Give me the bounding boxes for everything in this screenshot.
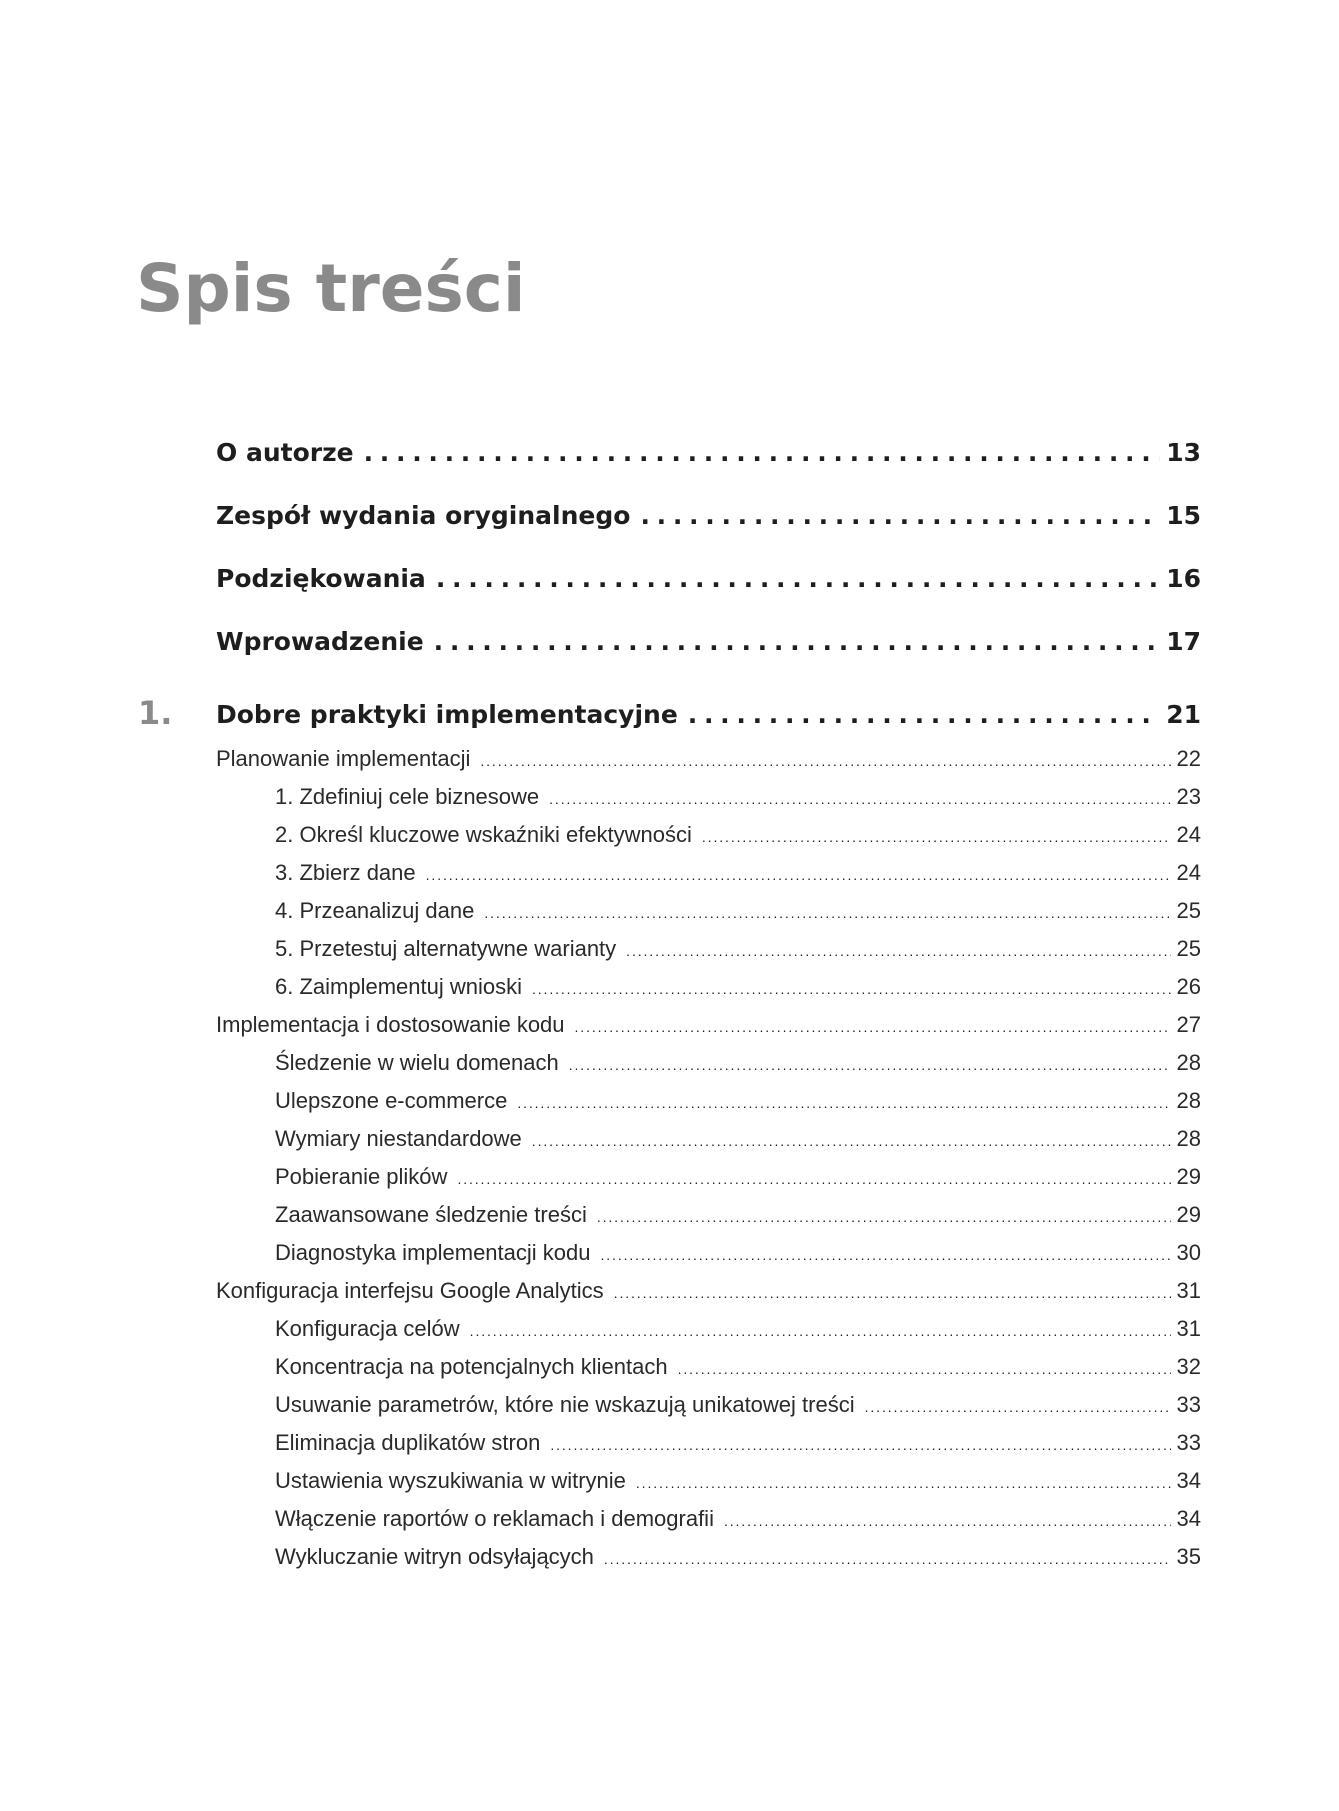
toc-entry-subsection[interactable] bbox=[275, 1392, 1201, 1418]
dot-leader bbox=[614, 1285, 1171, 1301]
dot-leader bbox=[484, 905, 1170, 921]
toc-entry-label: Zaawansowane śledzenie treści bbox=[275, 1202, 587, 1227]
toc-entry-subsection[interactable] bbox=[275, 1126, 1201, 1152]
dot-leader bbox=[702, 829, 1171, 845]
dot-leader bbox=[575, 1019, 1171, 1035]
toc-entry-page: 22 bbox=[1176, 746, 1201, 771]
dot-leader bbox=[532, 1133, 1171, 1149]
toc-entry-page: 28 bbox=[1176, 1050, 1201, 1075]
toc-entry-front-matter[interactable] bbox=[216, 627, 1201, 656]
dot-leader bbox=[601, 1247, 1171, 1263]
toc-entry-page: 27 bbox=[1176, 1012, 1201, 1037]
toc-entry-label: 1. Zdefiniuj cele biznesowe bbox=[275, 784, 540, 809]
toc-entry-page: 24 bbox=[1176, 822, 1201, 847]
toc-entry-label: Konfiguracja interfejsu Google Analytics bbox=[216, 1278, 604, 1303]
toc-entry-subsection[interactable] bbox=[275, 1430, 1201, 1456]
toc-entry-section[interactable] bbox=[216, 1012, 1201, 1038]
toc-entry-page: 32 bbox=[1176, 1354, 1201, 1379]
toc-entry-page: 17 bbox=[1166, 627, 1201, 656]
toc-entry-label: Usuwanie parametrów, które nie wskazują unikatowej treści bbox=[275, 1392, 855, 1417]
toc-entry-front-matter[interactable] bbox=[216, 564, 1201, 593]
toc-entry-subsection[interactable] bbox=[275, 822, 1201, 848]
toc-entry-label: Konfiguracja celów bbox=[275, 1316, 460, 1341]
toc-entry-page: 29 bbox=[1176, 1164, 1201, 1189]
dot-leader bbox=[549, 791, 1170, 807]
toc-entry-page: 26 bbox=[1176, 974, 1201, 999]
toc-entry-label: Implementacja i dostosowanie kodu bbox=[216, 1012, 565, 1037]
dot-leader bbox=[436, 564, 1160, 593]
toc-entry-label: 4. Przeanalizuj dane bbox=[275, 898, 475, 923]
toc-entry-subsection[interactable] bbox=[275, 898, 1201, 924]
toc-entry-label: Zespół wydania oryginalnego bbox=[216, 501, 631, 530]
dot-leader bbox=[517, 1095, 1170, 1111]
toc-entry-subsection[interactable] bbox=[275, 860, 1201, 886]
toc-entry-label: Koncentracja na potencjalnych klientach bbox=[275, 1354, 668, 1379]
dot-leader bbox=[724, 1513, 1171, 1529]
toc-entry-label: Diagnostyka implementacji kodu bbox=[275, 1240, 591, 1265]
toc-entry-subsection[interactable] bbox=[275, 1354, 1201, 1380]
toc-entry-page: 16 bbox=[1166, 564, 1201, 593]
dot-leader bbox=[457, 1171, 1170, 1187]
toc-entry-front-matter[interactable] bbox=[216, 501, 1201, 530]
toc-entry-page: 25 bbox=[1176, 898, 1201, 923]
toc-entry-label: Ulepszone e-commerce bbox=[275, 1088, 508, 1113]
toc-entry-label: Wykluczanie witryn odsyłających bbox=[275, 1544, 594, 1569]
toc-entry-page: 15 bbox=[1166, 501, 1201, 530]
toc-entry-page: 28 bbox=[1176, 1088, 1201, 1113]
toc-entry-page: 21 bbox=[1166, 700, 1201, 729]
toc-entry-page: 31 bbox=[1176, 1278, 1201, 1303]
toc-entry-section[interactable] bbox=[216, 1278, 1201, 1304]
toc-entry-subsection[interactable] bbox=[275, 1240, 1201, 1266]
dot-leader bbox=[434, 627, 1161, 656]
toc-entry-page: 33 bbox=[1176, 1430, 1201, 1455]
toc-entry-page: 34 bbox=[1176, 1506, 1201, 1531]
toc-entry-subsection[interactable] bbox=[275, 1050, 1201, 1076]
toc-entry-subsection[interactable] bbox=[275, 1202, 1201, 1228]
page-title: Spis treści bbox=[136, 250, 526, 327]
dot-leader bbox=[678, 1361, 1171, 1377]
toc-entry-label: Planowanie implementacji bbox=[216, 746, 471, 771]
toc-entry-label: 5. Przetestuj alternatywne warianty bbox=[275, 936, 617, 961]
toc-entry-label: Wymiary niestandardowe bbox=[275, 1126, 522, 1151]
toc-entry-label: Pobieranie plików bbox=[275, 1164, 448, 1189]
toc-entry-page: 34 bbox=[1176, 1468, 1201, 1493]
toc-entry-page: 23 bbox=[1176, 784, 1201, 809]
toc-entry-label: Śledzenie w wielu domenach bbox=[275, 1050, 559, 1075]
toc-entry-subsection[interactable] bbox=[275, 1164, 1201, 1190]
toc-entry-chapter[interactable] bbox=[216, 700, 1201, 729]
toc-entry-label: Włączenie raportów o reklamach i demografii bbox=[275, 1506, 714, 1531]
toc-entry-subsection[interactable] bbox=[275, 936, 1201, 962]
dot-leader bbox=[688, 700, 1160, 729]
toc-entry-page: 31 bbox=[1176, 1316, 1201, 1341]
toc-entry-page: 30 bbox=[1176, 1240, 1201, 1265]
dot-leader bbox=[480, 753, 1170, 769]
toc-entry-label: Dobre praktyki implementacyjne bbox=[216, 700, 678, 729]
toc-entry-front-matter[interactable] bbox=[216, 438, 1201, 467]
dot-leader bbox=[426, 867, 1171, 883]
toc-entry-label: 3. Zbierz dane bbox=[275, 860, 416, 885]
toc-entry-label: O autorze bbox=[216, 438, 354, 467]
toc-entry-label: Ustawienia wyszukiwania w witrynie bbox=[275, 1468, 626, 1493]
toc-entry-label: 2. Określ kluczowe wskaźniki efektywności bbox=[275, 822, 692, 847]
toc-entry-page: 33 bbox=[1176, 1392, 1201, 1417]
dot-leader bbox=[640, 501, 1160, 530]
toc-entry-label: Podziękowania bbox=[216, 564, 426, 593]
toc-entry-page: 13 bbox=[1166, 438, 1201, 467]
toc-entry-page: 29 bbox=[1176, 1202, 1201, 1227]
toc-entry-subsection[interactable] bbox=[275, 1468, 1201, 1494]
chapter-number: 1. bbox=[138, 694, 173, 732]
dot-leader bbox=[550, 1437, 1170, 1453]
dot-leader bbox=[569, 1057, 1171, 1073]
toc-entry-page: 24 bbox=[1176, 860, 1201, 885]
toc-entry-subsection[interactable] bbox=[275, 784, 1201, 810]
toc-entry-subsection[interactable] bbox=[275, 1088, 1201, 1114]
toc-entry-label: 6. Zaimplementuj wnioski bbox=[275, 974, 522, 999]
dot-leader bbox=[636, 1475, 1171, 1491]
dot-leader bbox=[532, 981, 1171, 997]
dot-leader bbox=[604, 1551, 1171, 1567]
toc-entry-subsection[interactable] bbox=[275, 1506, 1201, 1532]
toc-entry-page: 28 bbox=[1176, 1126, 1201, 1151]
toc-entry-label: Eliminacja duplikatów stron bbox=[275, 1430, 541, 1455]
toc-entry-subsection[interactable] bbox=[275, 1316, 1201, 1342]
dot-leader bbox=[865, 1399, 1171, 1415]
dot-leader bbox=[597, 1209, 1171, 1225]
toc-entry-label: Wprowadzenie bbox=[216, 627, 424, 656]
dot-leader bbox=[626, 943, 1170, 959]
dot-leader bbox=[470, 1323, 1171, 1339]
toc-entry-section[interactable] bbox=[216, 746, 1201, 772]
toc-entry-page: 35 bbox=[1176, 1544, 1201, 1569]
toc-entry-page: 25 bbox=[1176, 936, 1201, 961]
toc-entry-subsection[interactable] bbox=[275, 974, 1201, 1000]
dot-leader bbox=[364, 438, 1161, 467]
toc-entry-subsection[interactable] bbox=[275, 1544, 1201, 1570]
